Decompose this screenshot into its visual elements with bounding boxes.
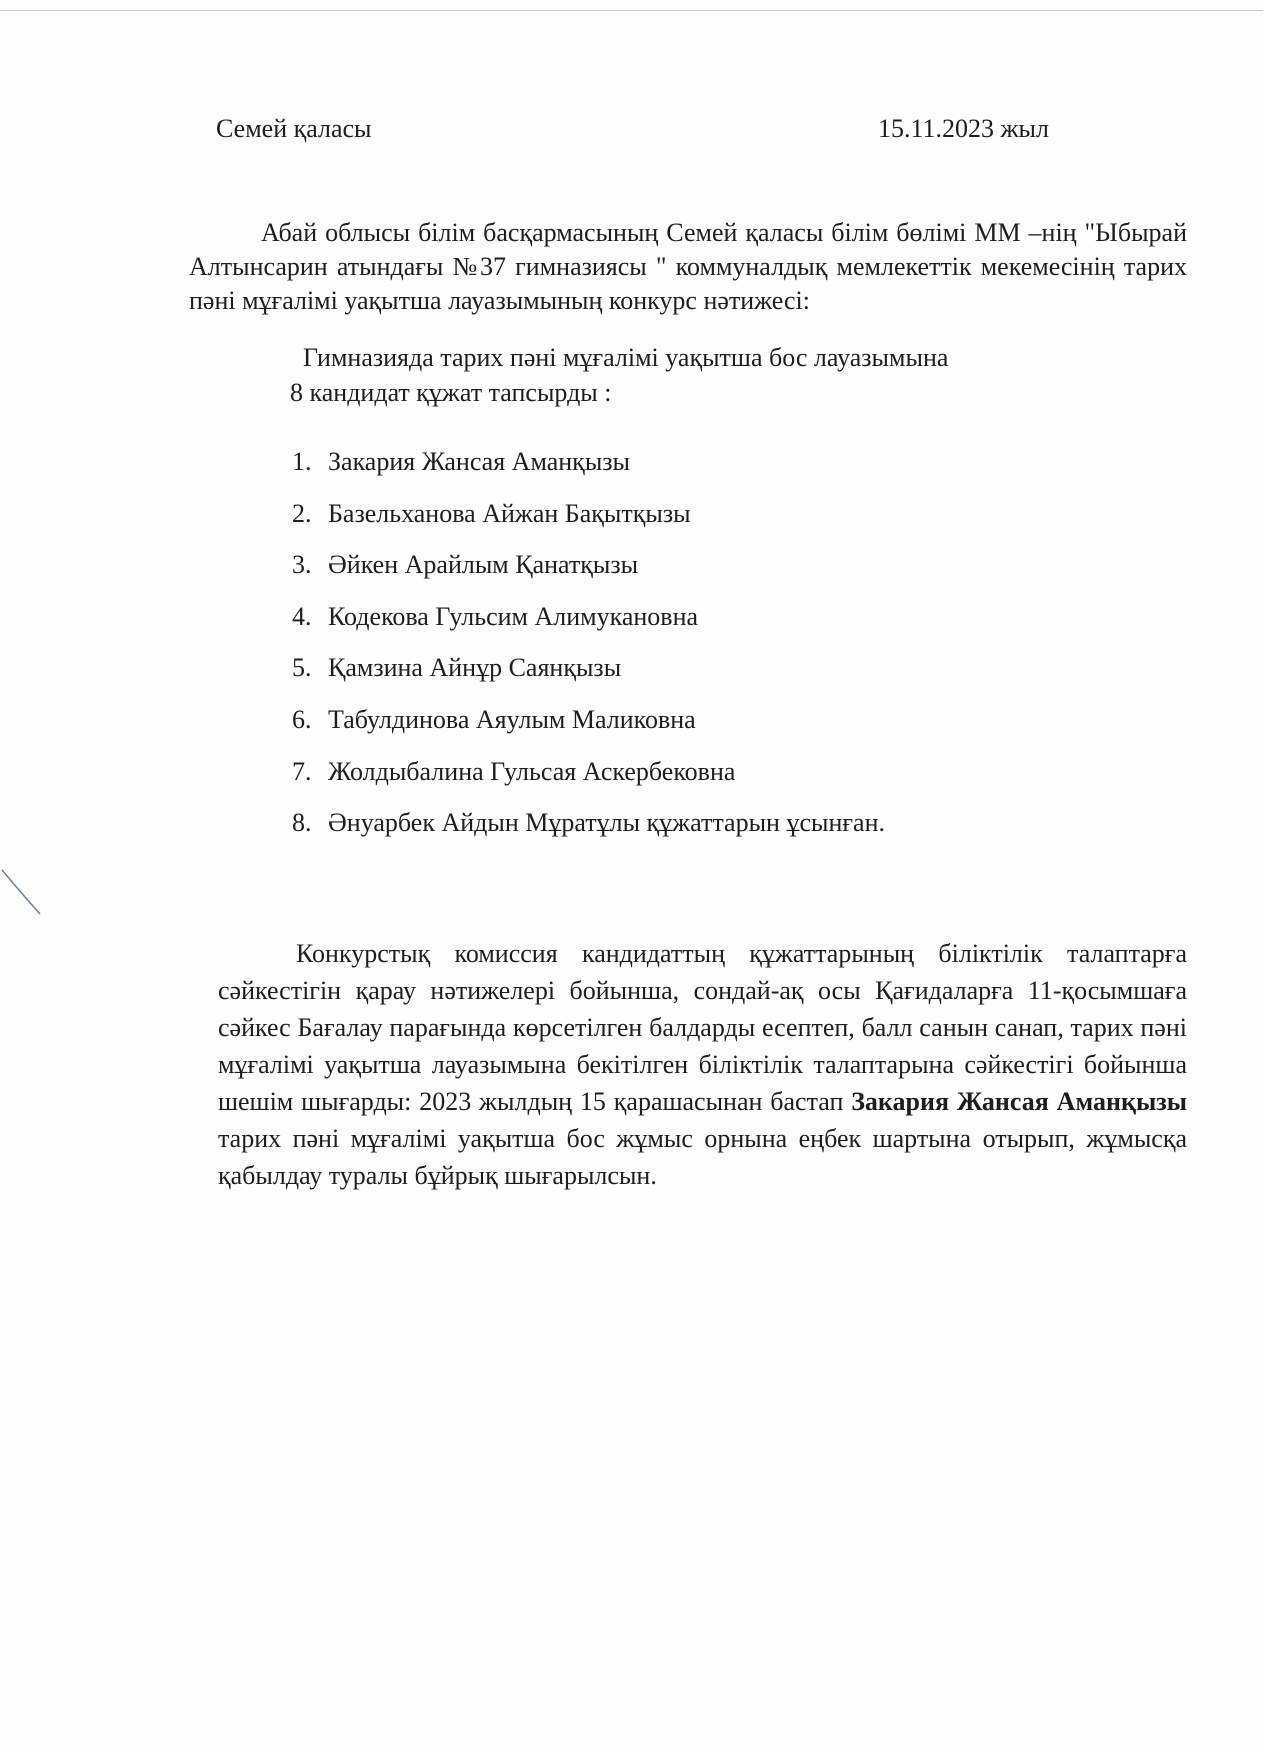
document-date: 15.11.2023 жыл xyxy=(878,114,1049,143)
candidate-name: Қамзина Айнұр Саянқызы xyxy=(328,653,622,683)
scan-edge-line xyxy=(0,10,1263,11)
candidate-name: Әнуарбек Айдын Мұратұлы құжаттарын ұсынған. xyxy=(328,808,886,838)
winner-name: Закария Жансая Аманқызы xyxy=(851,1087,1187,1116)
candidate-item xyxy=(292,755,885,807)
candidate-number: 6. xyxy=(292,704,312,734)
scan-pen-mark xyxy=(0,868,44,918)
candidate-name: Әйкен Арайлым Қанатқызы xyxy=(328,550,639,580)
candidate-name: Жолдыбалина Гульсая Аскербековна xyxy=(328,756,736,786)
candidate-item xyxy=(292,703,885,755)
candidate-number: 2. xyxy=(292,498,312,528)
candidate-name: Кодекова Гульсим Алимукановна xyxy=(328,601,699,631)
intro-paragraph: Абай облысы білім басқармасының Семей қаласы білім бөлімі ММ –нің "Ыбырай Алтынсарин атындағы №37 гимназиясы " коммуналдық мемлекеттік мекемесінің тарих пәні мұғалімі уақытша лауазымының конкурс нәтижесі: xyxy=(189,218,1187,315)
candidate-number: 5. xyxy=(292,653,312,683)
candidate-name: Базельханова Айжан Бақытқызы xyxy=(328,498,691,528)
candidate-name: Табулдинова Аяулым Маликовна xyxy=(328,704,696,734)
conclusion-text-before: Конкурстық комиссия кандидаттың құжаттарының біліктілік талаптарға сәйкестігін қарау нәтижелері бойынша, сондай-ақ осы Қағидаларға 11-қосымшаға сәйкес Бағалау парағында көрсетілген балдарды есептеп, балл санын санап, тарих пәні мұғалімі уақытша лауазымына бекітілген біліктілік талаптарына сәйкестігі бойынша шешім шығарды: 2023 жылдың 15 қарашасынан бастап xyxy=(218,939,1187,1116)
candidate-name: Закария Жансая Аманқызы xyxy=(328,447,631,476)
document-place: Семей қаласы xyxy=(216,114,372,143)
candidate-number: 8. xyxy=(292,808,312,838)
candidate-number: 7. xyxy=(292,756,312,786)
candidate-item xyxy=(292,445,885,497)
conclusion-paragraph xyxy=(218,935,1187,1194)
candidate-item xyxy=(292,651,885,703)
vacancy-line: Гимназияда тарих пәні мұғалімі уақытша бос лауазымына xyxy=(303,343,949,372)
candidate-item xyxy=(292,548,885,600)
applicants-line: 8 кандидат құжат тапсырды : xyxy=(290,378,612,407)
conclusion-text-after: тарих пәні мұғалімі уақытша бос жұмыс орнына еңбек шартына отырып, жұмысқа қабылдау туралы бұйрық шығарылсын. xyxy=(218,1124,1187,1190)
candidate-list xyxy=(292,445,885,858)
candidate-number: 1. xyxy=(292,447,312,476)
candidate-number: 3. xyxy=(292,550,312,580)
candidate-item xyxy=(292,600,885,652)
candidate-item xyxy=(292,497,885,549)
candidate-item xyxy=(292,806,885,858)
candidate-number: 4. xyxy=(292,601,312,631)
